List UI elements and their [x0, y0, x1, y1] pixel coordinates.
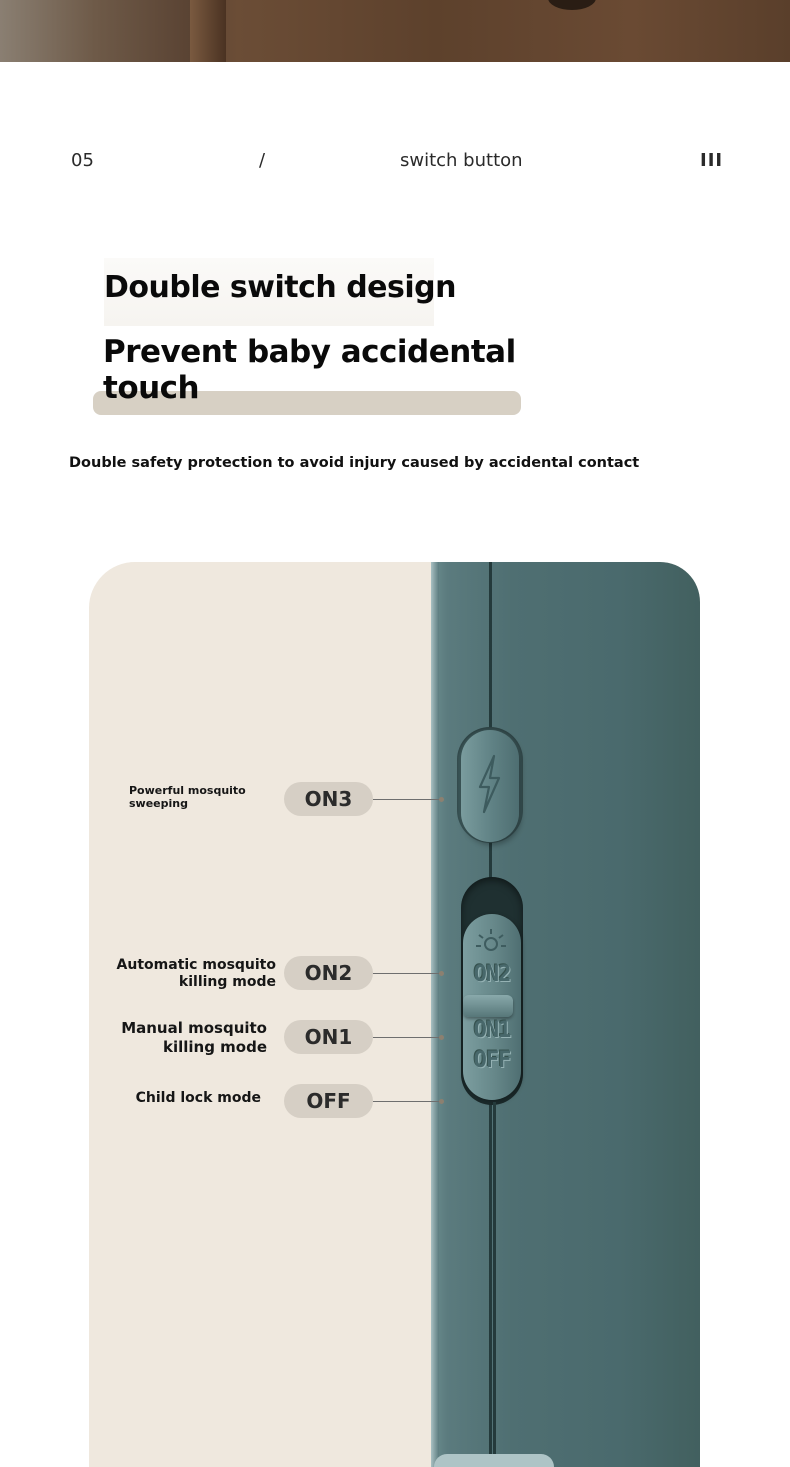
callout-dot-on2 — [439, 971, 444, 976]
section-title: switch button — [400, 150, 523, 171]
lamp-icon — [474, 927, 508, 957]
switch-marking-on2: ON2 — [473, 962, 511, 987]
headline-line1: Double switch design — [104, 270, 456, 305]
device-base — [434, 1454, 554, 1467]
section-separator: / — [259, 150, 266, 171]
device-seam-lower — [493, 1102, 496, 1467]
switch-marking-on1: ON1 — [473, 1018, 511, 1043]
mode-label-on1: Manual mosquito killing mode — [121, 1019, 267, 1056]
product-card — [89, 562, 700, 1467]
section-number: 05 — [71, 150, 94, 171]
callout-line-on1 — [373, 1037, 441, 1038]
mode-label-on2: Automatic mosquito killing mode — [116, 957, 276, 990]
section-header — [0, 150, 790, 176]
mode-pill-on2: ON2 — [284, 956, 373, 990]
mode-pill-on3: ON3 — [284, 782, 373, 816]
callout-line-on2 — [373, 973, 441, 974]
callout-dot-off — [439, 1099, 444, 1104]
subtitle: Double safety protection to avoid injury caused by accidental contact — [69, 455, 640, 471]
callout-dot-on3 — [439, 797, 444, 802]
callout-line-on3 — [373, 799, 441, 800]
switch-lever[interactable] — [463, 995, 513, 1017]
headline-line2: Prevent baby accidental touch — [103, 334, 516, 406]
top-product-photo — [0, 0, 790, 62]
mode-pill-on1: ON1 — [284, 1020, 373, 1054]
device-edge — [431, 562, 439, 1467]
mode-pill-off: OFF — [284, 1084, 373, 1118]
callout-line-off — [373, 1101, 441, 1102]
mode-label-off: Child lock mode — [135, 1090, 261, 1106]
callout-dot-on1 — [439, 1035, 444, 1040]
wood-edge — [190, 0, 226, 62]
mode-label-on3: Powerful mosquito sweeping — [129, 784, 246, 810]
lightning-bolt-icon — [474, 754, 504, 814]
menu-icon: III — [700, 150, 724, 171]
switch-marking-off: OFF — [473, 1048, 511, 1073]
drawer-knob — [548, 0, 596, 10]
